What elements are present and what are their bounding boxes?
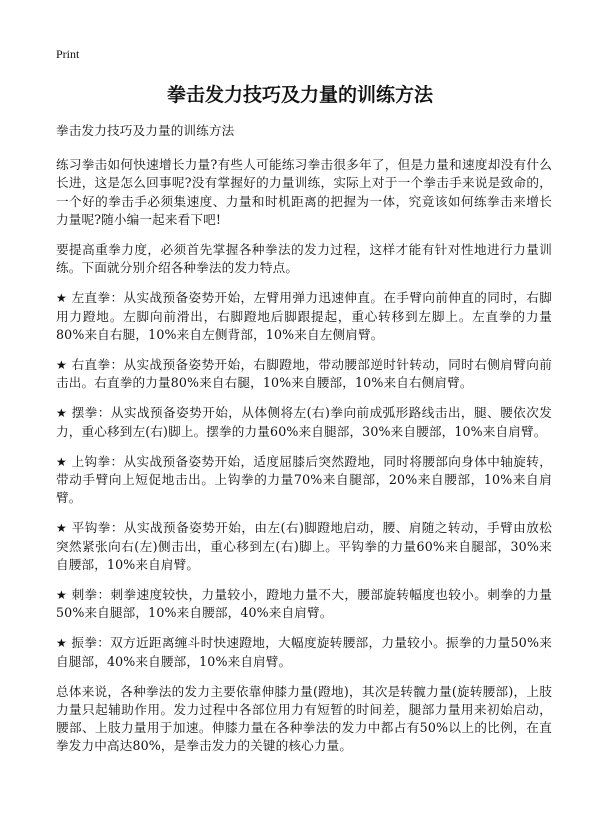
punch-paragraph-shake [56,634,552,670]
star-icon: ★ [56,521,68,536]
punch-text: 刺拳：刺拳速度较快，力量较小，蹬地力量不大，腰部旋转幅度也较小。刺拳的力量50%来自腿部，10%来自腰部，40%来自肩臂。 [56,587,552,621]
article-subtitle: 拳击发力技巧及力量的训练方法 [56,123,235,138]
punch-text: 平钩拳：从实战预备姿势开始，由左(右)脚蹬地启动，腰、肩随之转动，手臂由放松突然紧张向右(左)侧击出，重心移到左(右)脚上。平钩拳的力量60%来自腿部，30%来自腰部，10%来自肩臂。 [56,520,552,572]
punch-text: 上钩拳：从实战预备姿势开始，适度屈膝后突然蹬地，同时将腰部向身体中轴旋转，带动手臂向上短促地击出。上钩拳的力量70%来自腿部，20%来自腰部，10%来自肩臂。 [56,453,552,506]
punch-text: 右直拳：从实战预备姿势开始，右脚蹬地，带动腰部逆时针转动，同时右侧肩臂向前击出。右直拳的力量80%来自右腿，10%来自腰部，10%来自右侧肩臂。 [56,357,552,391]
punch-paragraph-uppercut [56,453,552,508]
lead-paragraph: 要提高重拳力度，必须首先掌握各种拳法的发力过程，这样才能有针对性地进行力量训练。下面就分别介绍各种拳法的发力特点。 [56,242,552,276]
punch-text: 振拳：双方近距离缠斗时快速蹬地，大幅度旋转腰部，力量较小。振拳的力量50%来自腿部，40%来自腰部，10%来自肩臂。 [56,635,552,669]
star-icon: ★ [56,636,68,651]
punch-text: 左直拳：从实战预备姿势开始，左臂用弹力迅速伸直。在手臂向前伸直的同时，右脚用力蹬地。左脚向前滑出，右脚蹬地后脚跟提起，重心转移到左脚上。左直拳的力量80%来自右腿，10%来自左侧背部，10%来自左侧肩臂。 [56,290,552,342]
page-title: 拳击发力技巧及力量的训练方法 [166,84,433,106]
punch-paragraph-hook [56,519,552,574]
punch-paragraph-left-straight [56,289,552,344]
star-icon: ★ [56,406,68,421]
print-link[interactable]: Print [56,47,80,61]
intro-paragraph: 练习拳击如何快速增长力量?有些人可能练习拳击很多年了，但是力量和速度却没有什么长进，这是怎么回事呢?没有掌握好的力量训练，实际上对于一个拳击手来说是致命的，一个好的拳击手必须集速度、力量和时机距离的把握为一体，究竟该如何练拳击来增长力量呢?随小编一起来看下吧! [56,157,552,227]
punch-paragraph-right-straight [56,356,552,392]
punch-text: 摆拳：从实战预备姿势开始，从体侧将左(右)拳向前成弧形路线击出，腿、腰依次发力，重心移到左(右)脚上。摆拳的力量60%来自腿部，30%来自腰部，10%来自肩臂。 [56,405,552,439]
punch-paragraph-swing [56,404,552,440]
article-body [56,122,552,768]
punch-paragraph-jab [56,586,552,622]
conclusion-paragraph: 总体来说，各种拳法的发力主要依靠伸膝力量(蹬地)，其次是转髋力量(旋转腰部)，上肢力量只起辅助作用。发力过程中各部位用力有短暂的时间差，腿部力量用来初始启动，腰部、上肢力量用于加速。伸膝力量在各种拳法的发力中都占有50%以上的比例，在直拳发力中高达80%，是拳击发力的关键的核心力量。 [56,683,552,754]
star-icon: ★ [56,358,68,373]
star-icon: ★ [56,588,68,603]
star-icon: ★ [56,291,68,306]
star-icon: ★ [56,454,68,469]
